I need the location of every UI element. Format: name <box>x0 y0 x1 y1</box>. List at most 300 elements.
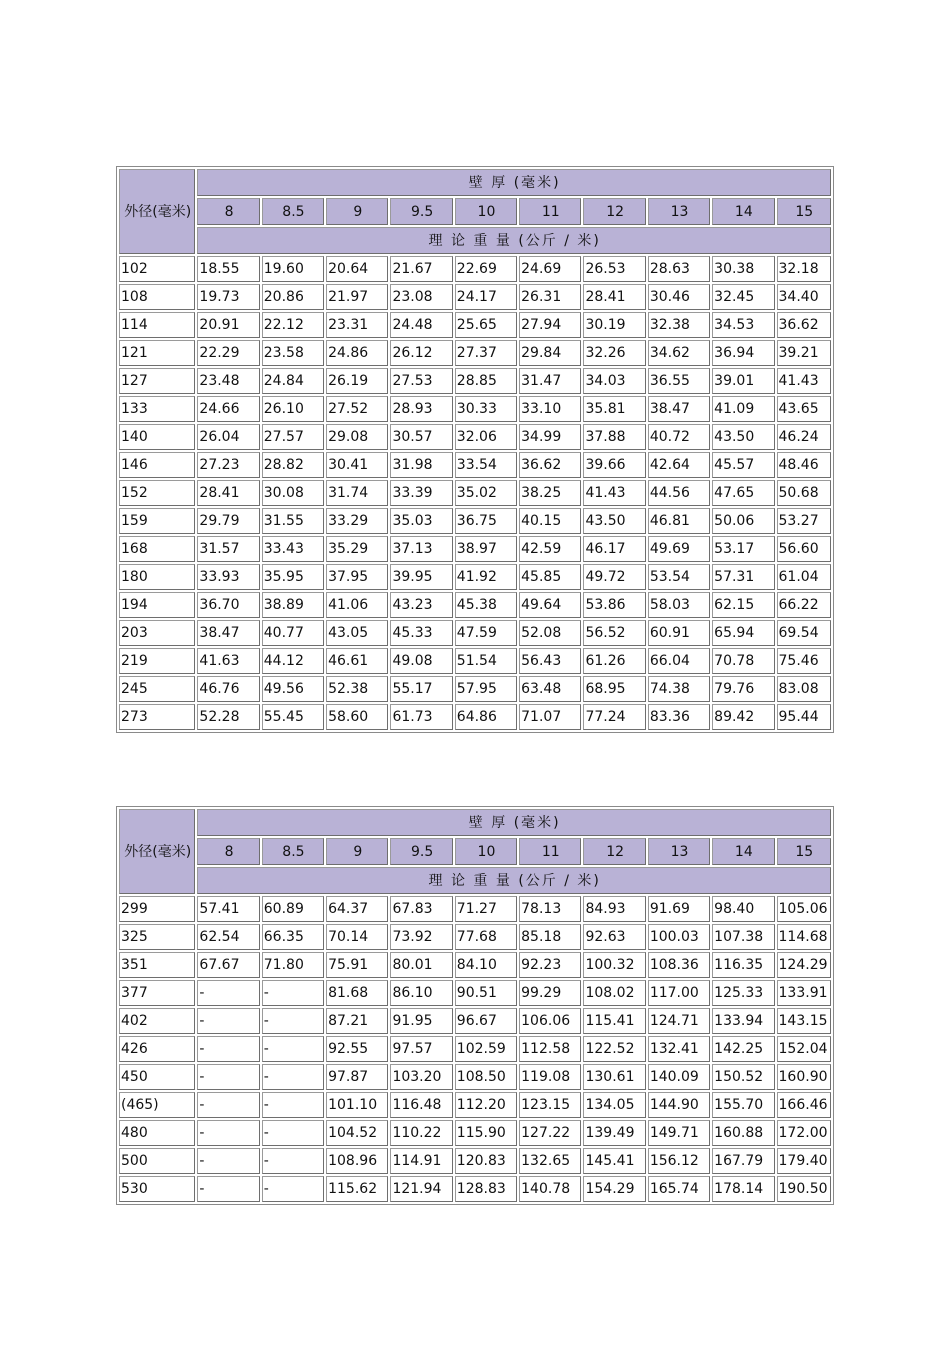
table-row <box>119 592 831 618</box>
weight-cell: 27.53 <box>390 368 452 394</box>
weight-cell: - <box>262 1120 324 1146</box>
table-1-body <box>119 169 831 730</box>
weight-cell: 127.22 <box>519 1120 581 1146</box>
weight-cell: 104.52 <box>326 1120 388 1146</box>
weight-cell: 155.70 <box>712 1092 774 1118</box>
weight-cell: 29.79 <box>197 508 259 534</box>
od-cell: 159 <box>119 508 195 534</box>
weight-cell: 110.22 <box>390 1120 452 1146</box>
weight-cell: 154.29 <box>583 1176 645 1202</box>
weight-cell: 71.80 <box>262 952 324 978</box>
od-cell: 127 <box>119 368 195 394</box>
weight-cell: - <box>197 1092 259 1118</box>
weight-cell: 101.10 <box>326 1092 388 1118</box>
weight-cell: 36.62 <box>777 312 831 338</box>
od-cell: 480 <box>119 1120 195 1146</box>
table-row <box>119 924 831 950</box>
weight-cell: 58.60 <box>326 704 388 730</box>
weight-cell: 29.08 <box>326 424 388 450</box>
od-cell: 140 <box>119 424 195 450</box>
weight-cell: 31.57 <box>197 536 259 562</box>
weight-cell: 24.48 <box>390 312 452 338</box>
weight-cell: 71.07 <box>519 704 581 730</box>
od-cell: 325 <box>119 924 195 950</box>
weight-cell: 128.83 <box>455 1176 517 1202</box>
weight-cell: 45.85 <box>519 564 581 590</box>
od-cell: 351 <box>119 952 195 978</box>
weight-cell: 77.24 <box>583 704 645 730</box>
table-row <box>119 284 831 310</box>
weight-cell: 31.47 <box>519 368 581 394</box>
weight-cell: 64.37 <box>326 896 388 922</box>
weight-cell: 41.92 <box>455 564 517 590</box>
od-cell: 500 <box>119 1148 195 1174</box>
weight-cell: 160.88 <box>712 1120 774 1146</box>
weight-cell: 28.63 <box>648 256 710 282</box>
thickness-value-cell: 9.5 <box>390 198 452 225</box>
weight-cell: 27.23 <box>197 452 259 478</box>
weight-cell: 90.51 <box>455 980 517 1006</box>
weight-cell: 24.66 <box>197 396 259 422</box>
weight-cell: 37.95 <box>326 564 388 590</box>
weight-cell: 38.47 <box>648 396 710 422</box>
weight-cell: 26.53 <box>583 256 645 282</box>
weight-cell: 41.09 <box>712 396 774 422</box>
weight-cell: 65.94 <box>712 620 774 646</box>
weight-cell: 112.20 <box>455 1092 517 1118</box>
od-cell: 426 <box>119 1036 195 1062</box>
weight-cell: 41.43 <box>583 480 645 506</box>
weight-cell: 55.45 <box>262 704 324 730</box>
weight-cell: 46.76 <box>197 676 259 702</box>
weight-cell: - <box>197 980 259 1006</box>
weight-cell: 32.06 <box>455 424 517 450</box>
weight-cell: 57.95 <box>455 676 517 702</box>
weight-cell: 143.15 <box>777 1008 831 1034</box>
od-cell: 402 <box>119 1008 195 1034</box>
thickness-value-cell: 8.5 <box>262 838 324 865</box>
od-cell: 114 <box>119 312 195 338</box>
weight-cell: 67.83 <box>390 896 452 922</box>
weight-cell: 56.60 <box>777 536 831 562</box>
weight-cell: 36.62 <box>519 452 581 478</box>
weight-cell: 60.91 <box>648 620 710 646</box>
thickness-header: 壁 厚 (毫米) <box>197 809 831 836</box>
thickness-value-cell: 9.5 <box>390 838 452 865</box>
weight-cell: 165.74 <box>648 1176 710 1202</box>
weight-cell: 86.10 <box>390 980 452 1006</box>
weight-cell: 23.31 <box>326 312 388 338</box>
weight-cell: 75.46 <box>777 648 831 674</box>
weight-cell: 43.23 <box>390 592 452 618</box>
weight-cell: 33.29 <box>326 508 388 534</box>
weight-table-2 <box>116 806 834 1205</box>
weight-cell: 115.41 <box>583 1008 645 1034</box>
weight-cell: 115.90 <box>455 1120 517 1146</box>
weight-cell: 40.77 <box>262 620 324 646</box>
weight-cell: 53.27 <box>777 508 831 534</box>
weight-cell: 28.85 <box>455 368 517 394</box>
weight-cell: 33.93 <box>197 564 259 590</box>
weight-cell: 61.26 <box>583 648 645 674</box>
weight-cell: - <box>197 1176 259 1202</box>
table-row <box>119 1092 831 1118</box>
weight-cell: 160.90 <box>777 1064 831 1090</box>
weight-cell: 29.84 <box>519 340 581 366</box>
weight-cell: 60.89 <box>262 896 324 922</box>
weight-cell: 44.56 <box>648 480 710 506</box>
weight-cell: 51.54 <box>455 648 517 674</box>
weight-cell: 24.84 <box>262 368 324 394</box>
table-row <box>119 452 831 478</box>
weight-cell: 33.54 <box>455 452 517 478</box>
weight-cell: - <box>197 1008 259 1034</box>
weight-cell: 23.58 <box>262 340 324 366</box>
weight-cell: 81.68 <box>326 980 388 1006</box>
weight-cell: 45.57 <box>712 452 774 478</box>
weight-cell: 97.87 <box>326 1064 388 1090</box>
weight-cell: 53.54 <box>648 564 710 590</box>
od-cell: 219 <box>119 648 195 674</box>
weight-cell: 35.81 <box>583 396 645 422</box>
thickness-value-cell: 10 <box>455 838 517 865</box>
thickness-value-cell: 13 <box>648 838 710 865</box>
weight-cell: 156.12 <box>648 1148 710 1174</box>
weight-cell: 46.61 <box>326 648 388 674</box>
thickness-value-cell: 15 <box>777 838 831 865</box>
weight-cell: 24.17 <box>455 284 517 310</box>
weight-cell: 61.73 <box>390 704 452 730</box>
weight-cell: 91.69 <box>648 896 710 922</box>
od-cell: 168 <box>119 536 195 562</box>
weight-cell: 150.52 <box>712 1064 774 1090</box>
od-cell: 102 <box>119 256 195 282</box>
weight-cell: 46.17 <box>583 536 645 562</box>
weight-cell: 78.13 <box>519 896 581 922</box>
thickness-value-cell: 13 <box>648 198 710 225</box>
weight-cell: 22.69 <box>455 256 517 282</box>
weight-cell: 106.06 <box>519 1008 581 1034</box>
weight-cell: 68.95 <box>583 676 645 702</box>
weight-cell: 80.01 <box>390 952 452 978</box>
weight-cell: 108.50 <box>455 1064 517 1090</box>
weight-cell: 35.95 <box>262 564 324 590</box>
od-cell: 530 <box>119 1176 195 1202</box>
thickness-value-cell: 8 <box>197 838 259 865</box>
weight-cell: 30.19 <box>583 312 645 338</box>
weight-cell: 132.41 <box>648 1036 710 1062</box>
weight-cell: 117.00 <box>648 980 710 1006</box>
weight-cell: 166.46 <box>777 1092 831 1118</box>
weight-cell: 44.12 <box>262 648 324 674</box>
weight-cell: 30.57 <box>390 424 452 450</box>
weight-cell: 49.64 <box>519 592 581 618</box>
od-cell: 245 <box>119 676 195 702</box>
weight-cell: 132.65 <box>519 1148 581 1174</box>
weight-cell: 63.48 <box>519 676 581 702</box>
weight-cell: 18.55 <box>197 256 259 282</box>
weight-cell: - <box>262 1148 324 1174</box>
weight-cell: 120.83 <box>455 1148 517 1174</box>
weight-cell: 43.50 <box>583 508 645 534</box>
table-row <box>119 952 831 978</box>
table-row <box>119 1148 831 1174</box>
weight-cell: 27.57 <box>262 424 324 450</box>
weight-cell: 92.63 <box>583 924 645 950</box>
weight-cell: 74.38 <box>648 676 710 702</box>
table-row <box>119 620 831 646</box>
weight-cell: 39.21 <box>777 340 831 366</box>
table-row <box>119 340 831 366</box>
od-cell: 133 <box>119 396 195 422</box>
weight-cell: 32.18 <box>777 256 831 282</box>
weight-cell: 140.78 <box>519 1176 581 1202</box>
weight-cell: 61.04 <box>777 564 831 590</box>
weight-cell: 46.81 <box>648 508 710 534</box>
weight-cell: 31.98 <box>390 452 452 478</box>
weight-cell: 47.59 <box>455 620 517 646</box>
weight-cell: 46.24 <box>777 424 831 450</box>
weight-cell: 26.19 <box>326 368 388 394</box>
weight-cell: 35.02 <box>455 480 517 506</box>
weight-header: 理 论 重 量 (公斤 / 米) <box>197 227 831 254</box>
weight-cell: 107.38 <box>712 924 774 950</box>
weight-cell: 53.17 <box>712 536 774 562</box>
weight-cell: 116.48 <box>390 1092 452 1118</box>
table-row <box>119 312 831 338</box>
header-row-weight-title <box>119 227 831 254</box>
weight-cell: 116.35 <box>712 952 774 978</box>
weight-cell: 92.55 <box>326 1036 388 1062</box>
weight-cell: 34.62 <box>648 340 710 366</box>
weight-cell: 34.99 <box>519 424 581 450</box>
table-row <box>119 368 831 394</box>
weight-cell: 41.63 <box>197 648 259 674</box>
weight-cell: 39.95 <box>390 564 452 590</box>
weight-cell: 41.43 <box>777 368 831 394</box>
weight-cell: 77.68 <box>455 924 517 950</box>
weight-cell: 179.40 <box>777 1148 831 1174</box>
weight-cell: 100.32 <box>583 952 645 978</box>
weight-cell: 108.02 <box>583 980 645 1006</box>
weight-cell: 167.79 <box>712 1148 774 1174</box>
weight-cell: 30.46 <box>648 284 710 310</box>
weight-cell: 30.38 <box>712 256 774 282</box>
weight-cell: 71.27 <box>455 896 517 922</box>
od-cell: 273 <box>119 704 195 730</box>
weight-cell: 70.14 <box>326 924 388 950</box>
thickness-header: 壁 厚 (毫米) <box>197 169 831 196</box>
weight-cell: 23.48 <box>197 368 259 394</box>
weight-cell: 145.41 <box>583 1148 645 1174</box>
weight-cell: 85.18 <box>519 924 581 950</box>
weight-cell: 34.03 <box>583 368 645 394</box>
weight-cell: 89.42 <box>712 704 774 730</box>
weight-cell: 84.93 <box>583 896 645 922</box>
thickness-value-cell: 12 <box>583 198 645 225</box>
weight-cell: 19.60 <box>262 256 324 282</box>
thickness-value-cell: 9 <box>326 838 388 865</box>
thickness-value-cell: 12 <box>583 838 645 865</box>
weight-cell: 21.97 <box>326 284 388 310</box>
weight-cell: 50.68 <box>777 480 831 506</box>
weight-cell: 20.64 <box>326 256 388 282</box>
weight-cell: 69.54 <box>777 620 831 646</box>
weight-cell: 38.97 <box>455 536 517 562</box>
weight-cell: 28.93 <box>390 396 452 422</box>
weight-cell: 28.41 <box>197 480 259 506</box>
weight-cell: 133.91 <box>777 980 831 1006</box>
weight-cell: 21.67 <box>390 256 452 282</box>
weight-cell: 122.52 <box>583 1036 645 1062</box>
weight-cell: 26.31 <box>519 284 581 310</box>
table-row <box>119 980 831 1006</box>
weight-cell: 102.59 <box>455 1036 517 1062</box>
weight-cell: 34.40 <box>777 284 831 310</box>
weight-cell: - <box>262 1036 324 1062</box>
table-row <box>119 564 831 590</box>
weight-cell: 27.52 <box>326 396 388 422</box>
weight-cell: 39.66 <box>583 452 645 478</box>
weight-cell: 35.29 <box>326 536 388 562</box>
weight-cell: 99.29 <box>519 980 581 1006</box>
od-cell: 203 <box>119 620 195 646</box>
weight-cell: 53.86 <box>583 592 645 618</box>
weight-cell: 19.73 <box>197 284 259 310</box>
table-2-body <box>119 809 831 1202</box>
weight-cell: 105.06 <box>777 896 831 922</box>
table-row <box>119 396 831 422</box>
weight-cell: 42.64 <box>648 452 710 478</box>
table-row <box>119 896 831 922</box>
weight-cell: 96.67 <box>455 1008 517 1034</box>
weight-cell: 24.69 <box>519 256 581 282</box>
weight-cell: 97.57 <box>390 1036 452 1062</box>
weight-cell: 190.50 <box>777 1176 831 1202</box>
table-row <box>119 508 831 534</box>
od-header: 外径(毫米) <box>119 169 195 254</box>
od-cell: 450 <box>119 1064 195 1090</box>
weight-cell: 33.10 <box>519 396 581 422</box>
table-row <box>119 256 831 282</box>
weight-cell: 23.08 <box>390 284 452 310</box>
weight-cell: 33.43 <box>262 536 324 562</box>
weight-cell: 123.15 <box>519 1092 581 1118</box>
weight-cell: 52.08 <box>519 620 581 646</box>
weight-cell: 39.01 <box>712 368 774 394</box>
weight-cell: 144.90 <box>648 1092 710 1118</box>
weight-cell: 119.08 <box>519 1064 581 1090</box>
weight-cell: 134.05 <box>583 1092 645 1118</box>
weight-cell: - <box>262 980 324 1006</box>
thickness-value-cell: 14 <box>712 198 774 225</box>
weight-cell: 36.75 <box>455 508 517 534</box>
weight-cell: 152.04 <box>777 1036 831 1062</box>
weight-cell: 45.38 <box>455 592 517 618</box>
weight-cell: 36.94 <box>712 340 774 366</box>
thickness-value-cell: 8.5 <box>262 198 324 225</box>
weight-cell: 92.23 <box>519 952 581 978</box>
weight-cell: 37.88 <box>583 424 645 450</box>
weight-cell: 49.08 <box>390 648 452 674</box>
weight-cell: 35.03 <box>390 508 452 534</box>
thickness-value-cell: 14 <box>712 838 774 865</box>
weight-cell: 52.38 <box>326 676 388 702</box>
table-row <box>119 704 831 730</box>
weight-cell: 91.95 <box>390 1008 452 1034</box>
weight-cell: 45.33 <box>390 620 452 646</box>
thickness-value-cell: 10 <box>455 198 517 225</box>
od-cell: (465) <box>119 1092 195 1118</box>
weight-cell: 25.65 <box>455 312 517 338</box>
weight-cell: 84.10 <box>455 952 517 978</box>
table-row <box>119 424 831 450</box>
od-cell: 194 <box>119 592 195 618</box>
weight-cell: 20.86 <box>262 284 324 310</box>
table-row <box>119 1064 831 1090</box>
weight-cell: 55.17 <box>390 676 452 702</box>
weight-cell: - <box>197 1064 259 1090</box>
od-cell: 299 <box>119 896 195 922</box>
weight-cell: 139.49 <box>583 1120 645 1146</box>
weight-cell: 32.26 <box>583 340 645 366</box>
table-row <box>119 648 831 674</box>
weight-cell: 40.15 <box>519 508 581 534</box>
weight-cell: 47.65 <box>712 480 774 506</box>
weight-cell: 67.67 <box>197 952 259 978</box>
weight-cell: 26.12 <box>390 340 452 366</box>
weight-cell: 48.46 <box>777 452 831 478</box>
weight-cell: 124.71 <box>648 1008 710 1034</box>
weight-cell: 108.96 <box>326 1148 388 1174</box>
weight-cell: 83.08 <box>777 676 831 702</box>
weight-cell: 20.91 <box>197 312 259 338</box>
weight-cell: 64.86 <box>455 704 517 730</box>
weight-cell: 56.43 <box>519 648 581 674</box>
weight-cell: 70.78 <box>712 648 774 674</box>
weight-cell: 115.62 <box>326 1176 388 1202</box>
weight-cell: 37.13 <box>390 536 452 562</box>
weight-cell: - <box>262 1176 324 1202</box>
thickness-value-cell: 8 <box>197 198 259 225</box>
od-cell: 121 <box>119 340 195 366</box>
weight-cell: 31.55 <box>262 508 324 534</box>
od-cell: 146 <box>119 452 195 478</box>
weight-cell: 33.39 <box>390 480 452 506</box>
weight-cell: 58.03 <box>648 592 710 618</box>
weight-cell: 43.65 <box>777 396 831 422</box>
weight-cell: 27.37 <box>455 340 517 366</box>
weight-cell: 26.04 <box>197 424 259 450</box>
weight-cell: 30.08 <box>262 480 324 506</box>
weight-cell: 30.41 <box>326 452 388 478</box>
weight-cell: 41.06 <box>326 592 388 618</box>
od-cell: 377 <box>119 980 195 1006</box>
weight-cell: 36.55 <box>648 368 710 394</box>
table-row <box>119 1036 831 1062</box>
weight-cell: 34.53 <box>712 312 774 338</box>
weight-cell: 121.94 <box>390 1176 452 1202</box>
weight-cell: - <box>197 1148 259 1174</box>
weight-cell: 66.04 <box>648 648 710 674</box>
weight-cell: 100.03 <box>648 924 710 950</box>
weight-cell: 149.71 <box>648 1120 710 1146</box>
thickness-value-cell: 11 <box>519 838 581 865</box>
weight-cell: 40.72 <box>648 424 710 450</box>
weight-cell: - <box>262 1008 324 1034</box>
weight-cell: 38.89 <box>262 592 324 618</box>
weight-cell: 27.94 <box>519 312 581 338</box>
